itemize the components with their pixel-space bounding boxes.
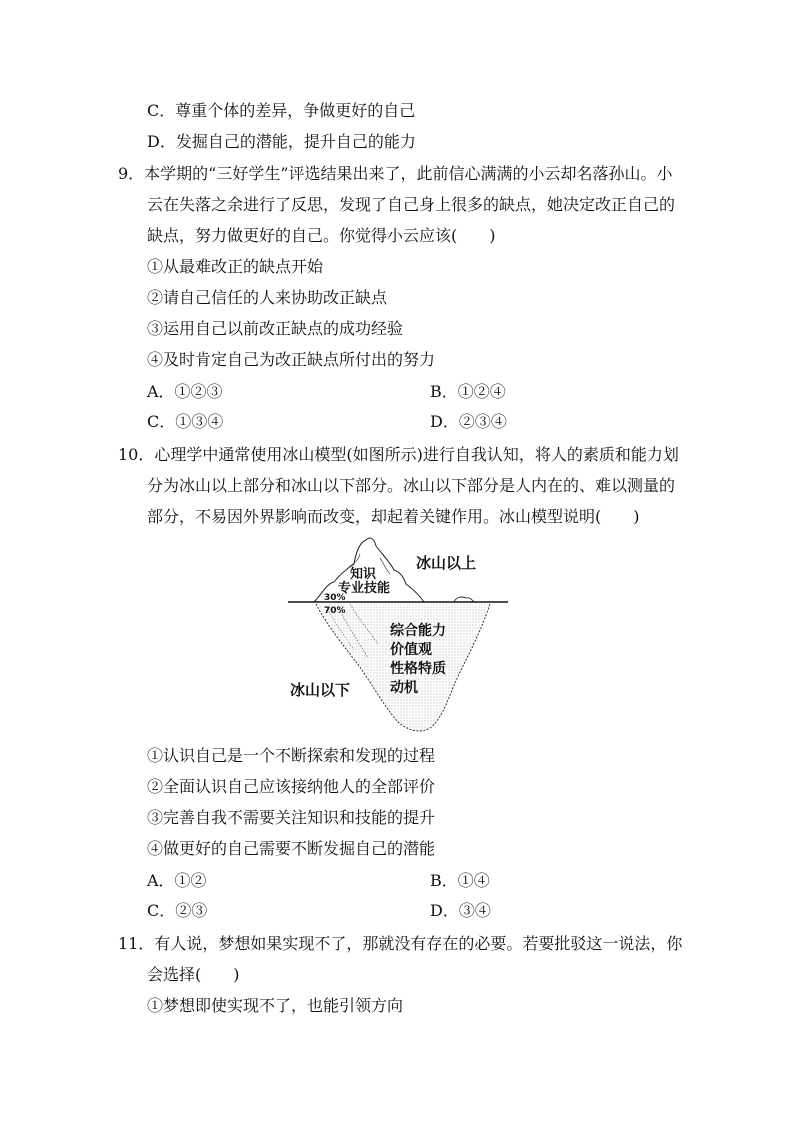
q10-stem-line-1: 10．心理学中通常使用冰山模型(如图所示)进行自我认知，将人的素质和能力划 bbox=[118, 445, 679, 464]
above-water-label: 冰山以上 bbox=[416, 554, 477, 572]
q11-stem-line-1: 11．有人说，梦想如果实现不了，那就没有存在的必要。若要批驳这一说法，你 bbox=[118, 934, 683, 953]
q10-item-3: ③完善自我不需要关注知识和技能的提升 bbox=[147, 808, 436, 827]
q10-item-1: ①认识自己是一个不断探索和发现的过程 bbox=[147, 746, 436, 765]
q10-item-2: ②全面认识自己应该接纳他人的全部评价 bbox=[147, 777, 436, 796]
q9-item-2: ②请自己信任的人来协助改正缺点 bbox=[147, 288, 388, 307]
q9-stem-line-1: 9．本学期的“三好学生”评选结果出来了，此前信心满满的小云却名落孙山。小 bbox=[118, 164, 673, 183]
below-item-motive: 动机 bbox=[390, 680, 418, 696]
q10-stem-line-3: 部分，不易因外界影响而改变，却起着关键作用。冰山模型说明( ) bbox=[147, 507, 640, 526]
q9-item-3: ③运用自己以前改正缺点的成功经验 bbox=[147, 319, 404, 338]
q9-stem-line-2: 云在失落之余进行了反思，发现了自己身上很多的缺点，她决定改正自己的 bbox=[147, 195, 676, 214]
q9-option-b: B．①②④ bbox=[430, 382, 506, 401]
q10-option-a: A．①② bbox=[147, 871, 207, 890]
above-percent: 30% bbox=[324, 593, 346, 603]
q9-option-d: D．②③④ bbox=[430, 412, 507, 431]
below-item-ability: 综合能力 bbox=[390, 623, 446, 639]
q10-option-c: C．②③ bbox=[147, 901, 208, 920]
q8-option-d: D．发掘自己的潜能，提升自己的能力 bbox=[147, 132, 416, 151]
above-item-skills: 专业技能 bbox=[338, 581, 391, 596]
q9-item-1: ①从最难改正的缺点开始 bbox=[147, 257, 324, 276]
q9-option-a: A．①②③ bbox=[147, 382, 223, 401]
q10-option-b: B．①④ bbox=[430, 871, 490, 890]
q10-item-4: ④做更好的自己需要不断发掘自己的潜能 bbox=[147, 839, 436, 858]
q10-option-d: D．③④ bbox=[430, 901, 491, 920]
above-item-knowledge: 知识 bbox=[350, 567, 377, 582]
q10-stem-line-2: 分为冰山以上部分和冰山以下部分。冰山以下部分是人内在的、难以测量的 bbox=[147, 476, 676, 495]
q9-option-c: C．①③④ bbox=[147, 412, 224, 431]
iceberg-model-figure bbox=[286, 534, 510, 740]
q11-stem-line-2: 会选择( ) bbox=[147, 965, 240, 984]
q8-option-c: C．尊重个体的差异，争做更好的自己 bbox=[147, 101, 416, 120]
below-percent: 70% bbox=[324, 606, 346, 616]
below-item-values: 价值观 bbox=[390, 642, 432, 658]
below-water-label: 冰山以下 bbox=[290, 681, 351, 699]
below-item-traits: 性格特质 bbox=[390, 661, 446, 677]
ice-floe bbox=[454, 597, 474, 602]
q9-stem-line-3: 缺点，努力做更好的自己。你觉得小云应该( ) bbox=[147, 226, 496, 245]
q9-item-4: ④及时肯定自己为改正缺点所付出的努力 bbox=[147, 350, 436, 369]
q11-item-1: ①梦想即使实现不了，也能引领方向 bbox=[147, 996, 404, 1015]
